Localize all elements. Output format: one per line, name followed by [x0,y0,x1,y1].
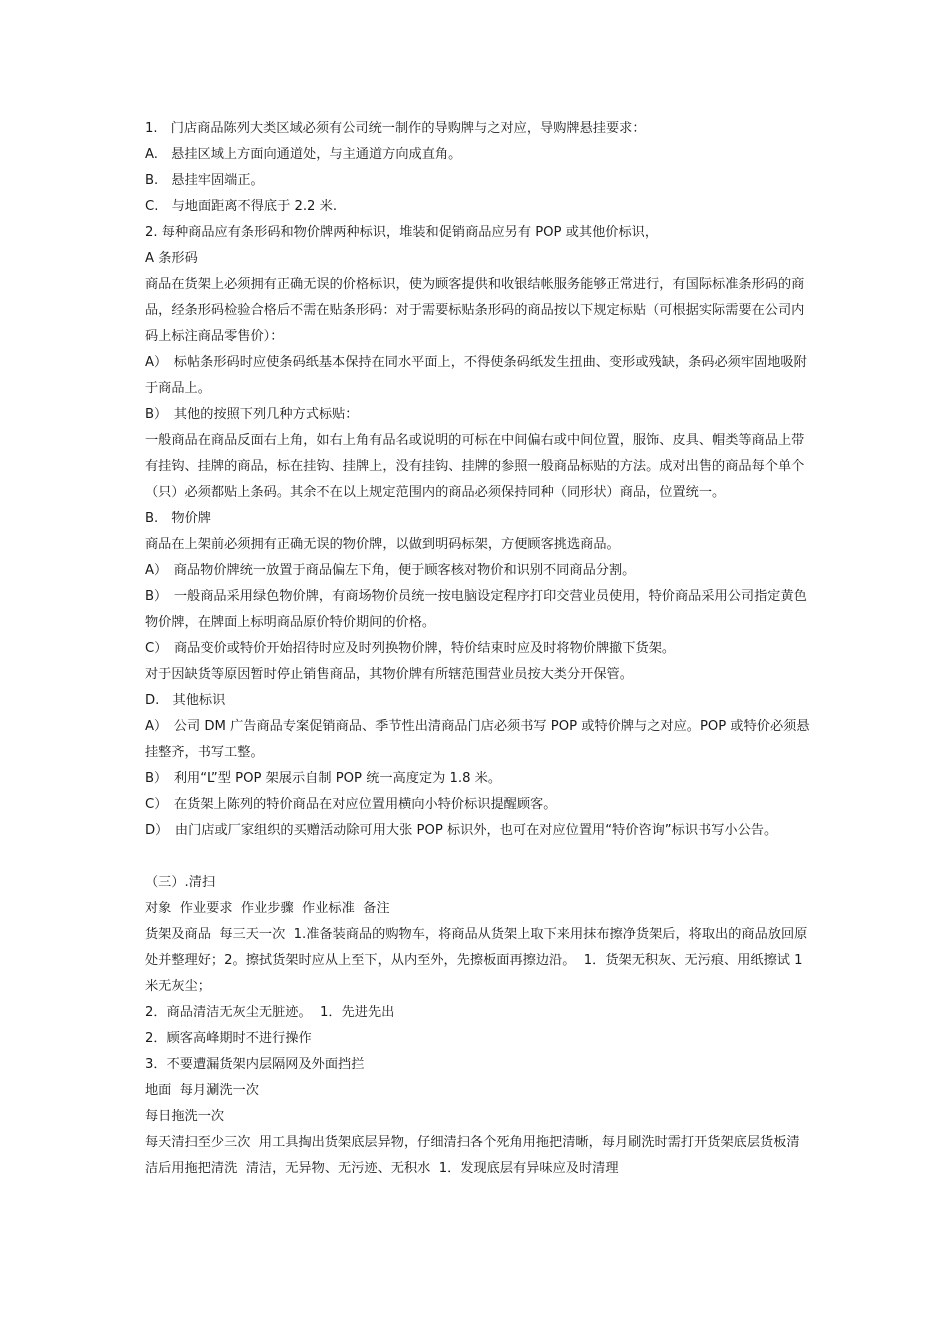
paragraph: A. 悬挂区域上方面向通道处，与主通道方向成直角。 [145,147,462,162]
table-row: 3．不要遭漏货架内层隔网及外面挡拦 [145,1057,365,1072]
paragraph: B） 利用“L”型 POP 架展示自制 POP 统一高度定为 1.8 米。 [145,771,502,786]
paragraph: 1. 门店商品陈列大类区域必须有公司统一制作的导购牌与之对应，导购牌悬挂要求： [145,121,646,136]
paragraph: C. 与地面距离不得底于 2.2 米. [145,199,338,214]
paragraph: B） 其他的按照下列几种方式标贴： [145,407,359,422]
paragraph: C） 商品变价或特价开始招待时应及时列换物价牌，特价结束时应及时将物价牌撤下货架。 [145,641,676,656]
table-header-row: 对象 作业要求 作业步骤 作业标准 备注 [145,901,390,916]
section-heading: B. 物价牌 [145,511,211,526]
blank-line [145,844,810,870]
table-row: 2．顾客高峰期时不进行操作 [145,1031,312,1046]
paragraph: B. 悬挂牢固端正。 [145,173,264,188]
section-heading: （三）.清扫 [145,875,216,890]
paragraph: 2. 每种商品应有条形码和物价牌两种标识，堆装和促销商品应另有 POP 或其他价标识， [145,225,659,240]
paragraph: D） 由门店或厂家组织的买赠活动除可用大张 POP 标识外，也可在对应位置用“特价咨询”标识书写小公告。 [145,823,778,838]
table-row: 地面 每月涮洗一次 [145,1083,259,1098]
paragraph: A） 公司 DM 广告商品专案促销商品、季节性出清商品门店必须书写 POP 或特价牌与之对应。POP 或特价必须悬挂整齐，书写工整。 [145,719,810,760]
paragraph: 对于因缺货等原因暂时停止销售商品，其物价牌有所辖范围营业员按大类分开保管。 [145,667,633,682]
paragraph: A） 标帖条形码时应使条码纸基本保持在同水平面上，不得使条码纸发生扭曲、变形或残缺，条码必须牢固地吸附于商品上。 [145,355,807,396]
table-row: 每天清扫至少三次 用工具掏出货架底层异物，仔细清扫各个死角用拖把清晰，每月刷洗时需打开货架底层货板清洁后用拖把清洗 清洁，无异物、无污迹、无积水 1．发现底层有异味应及时清理 [145,1135,800,1176]
document-body [145,116,810,1182]
paragraph: B） 一般商品采用绿色物价牌，有商场物价员统一按电脑设定程序打印交营业员使用，特价商品采用公司指定黄色物价牌，在牌面上标明商品原价特价期间的价格。 [145,589,807,630]
paragraph: 商品在上架前必须拥有正确无误的物价牌，以做到明码标架，方便顾客挑选商品。 [145,537,620,552]
table-row: 每日拖洗一次 [145,1109,225,1124]
section-heading: A 条形码 [145,251,198,266]
paragraph: 商品在货架上必须拥有正确无误的价格标识，使为顾客提供和收银结帐服务能够正常进行，有国际标准条形码的商品，经条形码检验合格后不需在贴条形码：对于需要标贴条形码的商品按以下规定标贴（可根据实际需要在公司内码上标注商品零售价）： [145,277,805,344]
paragraph: A） 商品物价牌统一放置于商品偏左下角，便于顾客核对物价和识别不同商品分割。 [145,563,636,578]
paragraph: 一般商品在商品反面右上角，如右上角有品名或说明的可标在中间偏右或中间位置，服饰、皮具、帽类等商品上带有挂钩、挂牌的商品，标在挂钩、挂牌上，没有挂钩、挂牌的参照一般商品标贴的方法。成对出售的商品每个单个（只）必须都贴上条码。其余不在以上规定范围内的商品必须保持同种（同形状）商品，位置统一。 [145,433,805,500]
table-row: 货架及商品 每三天一次 1.准备装商品的购物车，将商品从货架上取下来用抹布擦净货架后，将取出的商品放回原处并整理好；2。擦拭货架时应从上至下，从内至外，先擦板面再擦边沿。 1．货架无积灰、无污痕、用纸擦试 1 米无灰尘； [145,927,808,994]
table-row: 2．商品清洁无灰尘无脏迹。 1．先进先出 [145,1005,395,1020]
paragraph: C） 在货架上陈列的特价商品在对应位置用横向小特价标识提醒顾客。 [145,797,557,812]
section-heading: D. 其他标识 [145,693,226,708]
